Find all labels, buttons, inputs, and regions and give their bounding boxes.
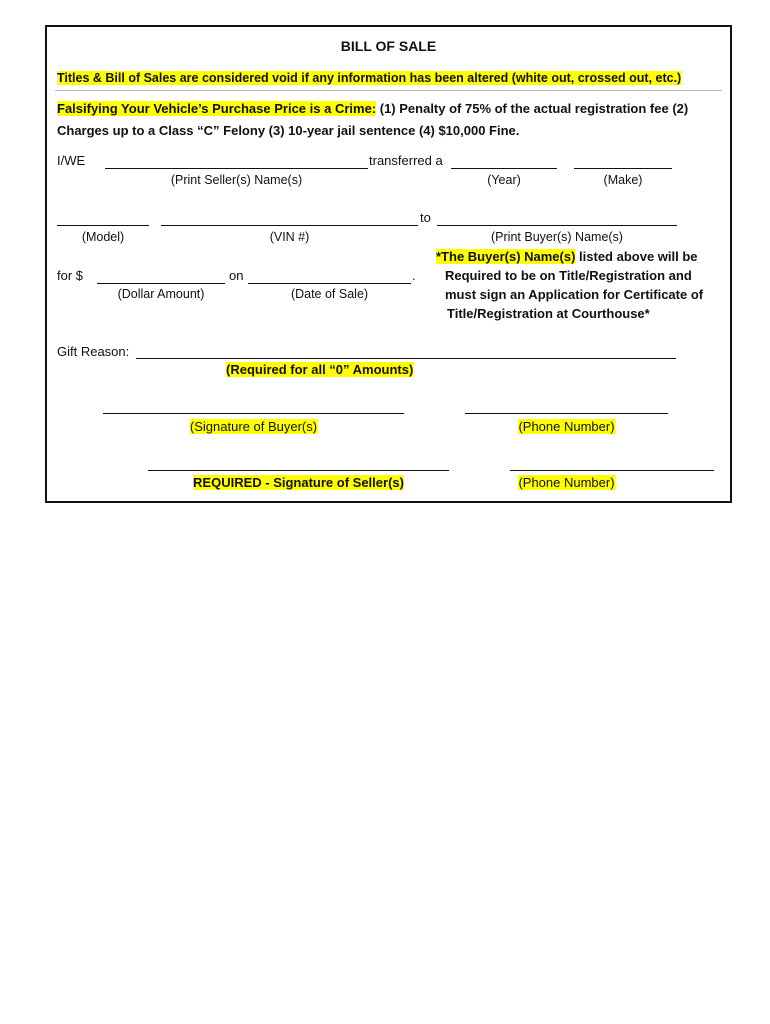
- model-line[interactable]: [57, 225, 149, 226]
- seller-name-line[interactable]: [105, 168, 368, 169]
- seller-signature-caption: REQUIRED - Signature of Seller(s): [193, 475, 404, 490]
- buyer-phone-caption: (Phone Number): [518, 419, 615, 434]
- year-caption: (Year): [487, 173, 521, 187]
- gift-reason-line[interactable]: [136, 358, 676, 359]
- year-line[interactable]: [451, 168, 557, 169]
- gift-reason-label: Gift Reason:: [57, 344, 130, 359]
- buyer-name-caption: (Print Buyer(s) Name(s): [491, 230, 623, 244]
- buyer-signature-line[interactable]: [103, 413, 404, 414]
- crime-line-2: Charges up to a Class “C” Felony (3) 10-year jail sentence (4) $10,000 Fine.: [57, 123, 520, 138]
- make-caption: (Make): [603, 173, 643, 187]
- on-label: on: [229, 268, 244, 283]
- seller-phone-line[interactable]: [510, 470, 714, 471]
- buyer-note-line-4: Title/Registration at Courthouse*: [447, 306, 650, 321]
- to-label: to: [420, 210, 431, 225]
- model-caption: (Model): [81, 230, 125, 244]
- buyer-signature-caption: (Signature of Buyer(s): [189, 419, 318, 434]
- buyer-name-line[interactable]: [437, 225, 677, 226]
- make-line[interactable]: [574, 168, 672, 169]
- vin-caption: (VIN #): [269, 230, 310, 244]
- void-notice: Titles & Bill of Sales are considered void if any information has been altered (white out, crossed out, etc.): [57, 71, 682, 85]
- seller-signature-line[interactable]: [148, 470, 449, 471]
- bill-of-sale-form: [45, 25, 732, 503]
- for-dollar-label: for $: [57, 268, 84, 283]
- iwe-label: I/WE: [57, 153, 86, 168]
- divider: [55, 90, 722, 91]
- buyer-phone-line[interactable]: [465, 413, 668, 414]
- date-of-sale-line[interactable]: [248, 283, 411, 284]
- buyer-note-rest: listed above will be: [575, 249, 698, 264]
- gift-required-note: (Required for all “0” Amounts): [226, 362, 414, 377]
- dollar-amount-caption: (Dollar Amount): [117, 287, 205, 301]
- crime-line-1: [57, 101, 688, 116]
- seller-phone-caption: (Phone Number): [518, 475, 615, 490]
- buyer-note-highlight: *The Buyer(s) Name(s): [436, 249, 576, 264]
- transferred-label: transferred a: [369, 153, 443, 168]
- period: .: [412, 268, 416, 283]
- buyer-note-line-2: Required to be on Title/Registration and: [445, 268, 692, 283]
- dollar-amount-line[interactable]: [97, 283, 225, 284]
- vin-line[interactable]: [161, 225, 418, 226]
- buyer-note-line-3: must sign an Application for Certificate of: [445, 287, 704, 302]
- crime-text-1: (1) Penalty of 75% of the actual registration fee (2): [379, 101, 689, 116]
- seller-name-caption: (Print Seller(s) Name(s): [170, 173, 303, 187]
- buyer-note-line-1: [436, 249, 698, 264]
- form-title: BILL OF SALE: [340, 38, 437, 54]
- date-of-sale-caption: (Date of Sale): [290, 287, 369, 301]
- crime-heading: Falsifying Your Vehicle’s Purchase Price is a Crime:: [57, 101, 377, 116]
